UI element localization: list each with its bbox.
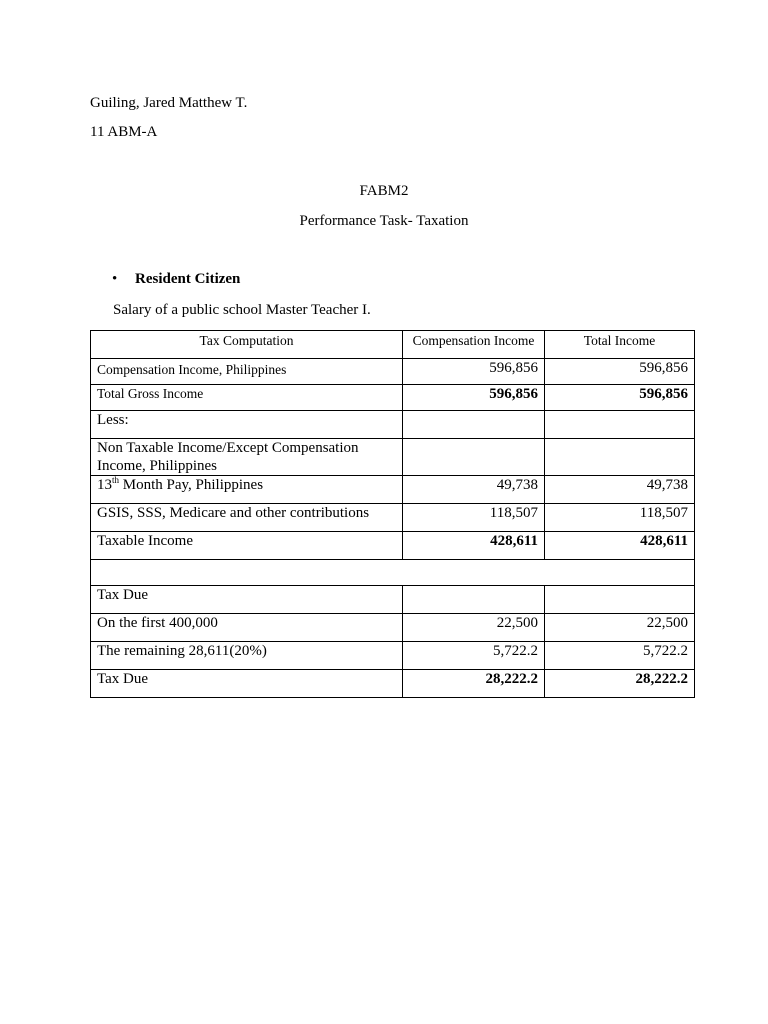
spacer-cell [91, 560, 695, 586]
row-label: Non Taxable Income/Except Compensation Income, Philippines [91, 439, 403, 476]
row-comp-value: 118,507 [403, 504, 545, 532]
row-total-value: 49,738 [545, 476, 695, 504]
row-label-superscript: th [112, 475, 120, 485]
row-comp-value: 49,738 [403, 476, 545, 504]
bullet-item [112, 270, 240, 288]
row-label: On the first 400,000 [91, 614, 403, 642]
student-name: Guiling, Jared Matthew T. [90, 95, 248, 111]
row-label [91, 476, 403, 504]
table-row [91, 504, 695, 532]
row-comp-value [403, 439, 545, 476]
header-tax-computation: Tax Computation [91, 331, 403, 359]
row-total-value: 5,722.2 [545, 642, 695, 670]
bullet-heading: Resident Citizen [135, 271, 241, 287]
row-comp-value: 5,722.2 [403, 642, 545, 670]
row-comp-value: 596,856 [403, 385, 545, 411]
section-description: Salary of a public school Master Teacher I. [113, 302, 371, 318]
table-row [91, 411, 695, 439]
row-total-value: 118,507 [545, 504, 695, 532]
row-label: Taxable Income [91, 532, 403, 560]
row-comp-value: 28,222.2 [403, 670, 545, 698]
tax-computation-table [90, 330, 695, 698]
row-label: Compensation Income, Philippines [91, 359, 403, 385]
row-total-value: 596,856 [545, 359, 695, 385]
task-title: Performance Task- Taxation [299, 213, 469, 229]
row-total-value: 22,500 [545, 614, 695, 642]
class-section: 11 ABM-A [90, 124, 158, 140]
table-row [91, 614, 695, 642]
table-header-row [91, 331, 695, 359]
header-compensation-income: Compensation Income [403, 331, 545, 359]
table-row [91, 670, 695, 698]
header-total-income: Total Income [545, 331, 695, 359]
row-comp-value [403, 586, 545, 614]
row-label: Tax Due [91, 670, 403, 698]
table-row [91, 476, 695, 504]
row-total-value: 428,611 [545, 532, 695, 560]
row-comp-value: 22,500 [403, 614, 545, 642]
row-label: Tax Due [91, 586, 403, 614]
row-comp-value: 596,856 [403, 359, 545, 385]
table-row [91, 586, 695, 614]
table-row [91, 359, 695, 385]
row-label: The remaining 28,611(20%) [91, 642, 403, 670]
row-label: Less: [91, 411, 403, 439]
row-label: GSIS, SSS, Medicare and other contributions [91, 504, 403, 532]
row-label-number: 13 [97, 477, 112, 493]
row-comp-value [403, 411, 545, 439]
bullet-icon: • [112, 271, 118, 287]
row-label-text: Month Pay, Philippines [119, 477, 264, 493]
table-row [91, 439, 695, 476]
row-comp-value: 428,611 [403, 532, 545, 560]
row-label: Total Gross Income [91, 385, 403, 411]
row-total-value [545, 439, 695, 476]
row-total-value: 28,222.2 [545, 670, 695, 698]
table-spacer-row [91, 560, 695, 586]
row-total-value [545, 411, 695, 439]
subject-title: FABM2 [359, 183, 409, 199]
table-row [91, 385, 695, 411]
row-total-value: 596,856 [545, 385, 695, 411]
row-total-value [545, 586, 695, 614]
table-row [91, 532, 695, 560]
table-row [91, 642, 695, 670]
